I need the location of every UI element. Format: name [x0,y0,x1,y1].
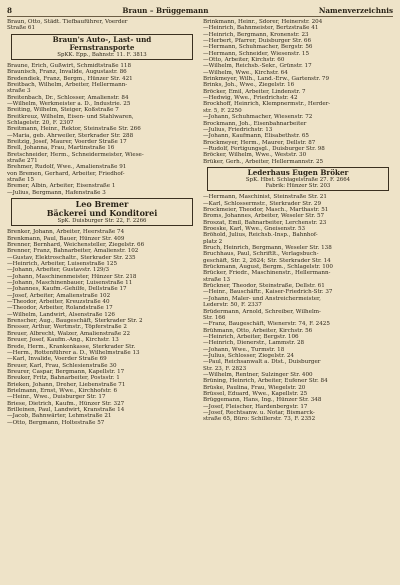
directory-entry: —Heinrich, Dienerstr., Lammstr. 28 [203,340,305,347]
directory-entry: —Julius, Bergmann, Hafenstraße 3 [7,189,106,196]
directory-entry: —Theodor, Arbeiter, Rolandstraße 17 [7,305,113,312]
directory-entry: Str. 166 [203,314,226,321]
ad-broker-title: Lederhaus Eugen Bröker [247,167,349,177]
directory-entry: Braune, Erich, Gußwirt, Schmidtstraße 118 [7,62,132,69]
directory-entry: Brockmann, Joh., Eisenbahnarbeiter [203,120,307,127]
directory-entry: Brilleinen, Paul, Landwirt, Kranstraße 14 [7,406,125,413]
directory-entry: —Johann, Wwe., Turmstr. 18 [203,346,285,353]
directory-entry: Brinkmeyer, Wilh., Land.-Erw., Gartenstr. 79 [203,76,330,83]
directory-entry: —Johann, Arbeiter, Gustavstr. 129/3 [7,267,110,274]
directory-entry: —Hedwig, Wwe., Friedrichstr. 42 [203,95,298,102]
directory-entry: straße 271 [7,158,38,165]
directory-entry: Breuker, Fritz, Bahnarbeiter, Postsstr. 1 [7,375,120,382]
directory-entry: Breuer, Albrecht, Walzer, Amalienstraße 22 [7,330,131,337]
left-top-entries [7,19,197,32]
directory-entry: Brenner, Franz, Bahnarbeiter, Amalienstr. 102 [7,248,139,255]
directory-entry: Brenscher, Aug., Baugeschäft, Sterkrader Str. 2 [7,318,143,325]
directory-entry: str. 5, F. 2250 [203,107,242,114]
directory-entry: —Johann, Kaufmann, Elisabethstr. 65 [203,133,309,140]
directory-entry: Lederstr. 50, F. 2337 [203,302,262,309]
page-number: 8 [7,6,13,15]
directory-entry: —Hermann, Maschinist, Steinstraße Str. 21 [203,194,327,201]
running-title: Braun – Brüggemann [122,6,209,15]
directory-entry: —Johannes, Kaufm.-Gehilfe, Dellstraße 17 [7,286,127,293]
directory-entry: Breuer, Josef, Kaufm.-Ang., Kirchstr. 13 [7,337,119,344]
directory-entry: Brehmer, Rudolf, Wwe., Amalienstraße 91 [7,164,127,171]
directory-entry: Brüker, Gerh., Arbeiter, Hellermannstr. 25 [203,158,324,165]
directory-entry: —Wilhelm, Wwe., Kirchstr. 64 [203,69,288,76]
left-entries-a [7,63,197,196]
directory-entry: Brüssel, Eduard, Wwe., Kapellstr. 25 [203,390,308,397]
directory-entry: Brell, Johanna, Frau, Martinstraße 16 [7,145,115,152]
directory-entry: Breurer, Caspar, Bergmann, Kapellstr. 17 [7,368,125,375]
directory-entry: Bruchhaus, Paul, Schriftlt., Verlagsbuch- [203,251,319,258]
directory-entry: —Johann, Maschinenbauer, Luisenstraße 11 [7,280,133,287]
ad-leo-bremer [11,198,193,226]
directory-entry: —Herm., Rottenführer a. D., Wilhelmstraße 13 [7,349,140,356]
directory-entry: —Hermann, Schneider, Wiesenstr. 15 [203,50,310,57]
directory-entry: —Heinrich, Bahnmeister, Bertzstraße 41 [203,25,319,32]
directory-entry: Brenner, Bernhard, Weichensteller, Ziegelstr. 66 [7,242,145,248]
directory-entry: Braun, Otto, Städt. Tiefbauführer, Voerder [7,19,128,25]
directory-entry: —Heinrich, Arbeiter, Luisenstraße 125 [7,261,118,268]
directory-entry: —Wilhelm, Rentner, Sulzinger Str. 400 [203,371,313,378]
ad-braun-sub: SpKK. Epp., Bahnstr. 11. F. 3813 [57,51,147,58]
directory-entry: —Julius, Schlosser, Ziegelstr. 24 [203,352,294,359]
directory-entry: Brinkmann, Heinr., Sdorer, Heinerstr. 204 [203,19,323,25]
directory-entry: Brockhoff, Heinrich, Klempnermstr., Herder- [203,101,331,108]
directory-entry: Brüdermann, Arnold, Schreiber, Wilhelm- [203,308,321,315]
section-title: Namenverzeichnis [318,6,393,15]
directory-entry: —Karl, Schlossermstr., Sterkrader Str. 29 [203,200,322,207]
directory-entry: straße 3 [7,88,31,95]
left-column [7,19,197,426]
ad-broker-sub: SpK. Hbst. Schlagelstraße 27. F. 2664 [245,176,351,183]
ad-braun-title: Braun's Auto-, Last- und [52,34,152,44]
directory-entry: —Wilhelm, Reichsb.-Sekr., Grünstr. 17 [203,63,312,70]
right-entries-b [203,194,393,422]
ad-braun-title2: Fernstransporte [69,42,135,52]
directory-entry: Bredendiek, Franz, Bergm., Hünzer Str. 421 [7,75,133,82]
directory-entry: —Paul, Reichsanwalt a. Dtst., Duisburger [203,359,321,366]
directory-entry: —Herbert, Pfarrer, Duisburger Str. 66 [203,38,312,45]
directory-entry: —Josef, Arbeiter, Amalienstraße 102 [7,292,111,299]
directory-entry: —Johann, Schuhmacher, Wiesenstr. 72 [203,114,313,121]
directory-entry: Brücker, Friedr., Maschinenstr., Hellermann- [203,270,331,277]
directory-entry: —Karl, Invalide, Voerder Straße 69 [7,356,107,363]
directory-entry: Briese, Dietrich, Kaufm., Hünzer Str. 327 [7,400,125,407]
directory-entry: Brenker, Johann, Arbeiter, Heerstraße 74 [7,229,125,236]
directory-entry: platz 2 [203,238,223,245]
ad-leo-title2: Bäckerei und Konditorei [46,208,158,219]
directory-entry: Brockmeier, Theodor, Masch., Marthastr. 51 [203,207,329,213]
directory-entry: Bremer, Albin, Arbeiter, Eisenstraße 1 [7,183,116,190]
right-column [203,19,393,426]
right-entries-a [203,19,393,165]
directory-entry: Brühmann, Otto, Arbeiter, Kirchstr. 56 [203,327,313,334]
page-header [7,6,393,17]
directory-entry: —Heinrich, Arbeiter, Bergstr. 106 [203,333,299,340]
directory-entry: Breiting, Wilhelm, Steiger, Koßstraße 7 [7,107,119,114]
directory-entry: —Josef, Fleischer, Hardenbergstr. 17 [203,403,308,410]
directory-entry: Bruch, Heinrich, Bergmann, Weseler Str. 138 [203,245,332,252]
directory-entry: —Rudolf, Fertigungsgl., Duisburger Str. 98 [203,145,325,152]
directory-entry: Bröcker, Wilhelm, Wwe., Weststr. 30 [203,152,307,159]
directory-entry: Bresser, Arthur, Wertmstr., Töpferstraße 2 [7,324,127,331]
directory-entry: straße 15 [7,177,35,184]
directory-entry: Straße 61 [7,25,36,32]
directory-entry: Breitkreuz, Wilhelm, Eisen- und Stahlwaren, [7,113,134,120]
directory-entry: Broeske, Karl, Wwe., Gneisenstr. 53 [203,226,306,233]
directory-entry: Broms, Johannes, Arbeiter, Weseler Str. 57 [203,213,325,220]
directory-entry: Breuer, Karl, Frau, Schlesienstraße 30 [7,362,117,369]
ad-leo-sub: SpK. Duisburger Str. 22, F. 2266 [57,218,147,225]
directory-entry: Breitenbach, Dr., Schlosser, Amalienstr. 84 [7,94,129,101]
directory-entry: Brüske, Paulina, Frau, Wiegelstr. 20 [203,384,306,391]
directory-entry: —Julius, Friedrichstr. 13 [203,126,273,133]
ad-leo-title: Leo Bremer [75,199,129,210]
directory-entry: Braunisch, Franz, Invalide, Augustastr. 86 [7,69,127,76]
directory-entry: Brinks, Joh., Wwe., Ziegelstr. 16 [203,82,295,89]
directory-entry: straße 65, Büro: Schillerstr. 73, F. 2352 [203,416,316,423]
ad-broker-sub2: Fabrik: Hünzer Str. 203 [265,183,331,190]
directory-entry: Brede, Herm., Krankenkasse, Sterkrader Str. [7,343,136,350]
directory-entry: Schlagelstr. 20, F. 2307 [7,119,74,126]
directory-entry: Breitmann, Heinr., Rektor, Steinstraße Str. 266 [7,126,141,133]
directory-entry: —Johann, Maler- und Anstreichermeister, [203,295,321,302]
directory-entry: Bröhold, Julius, Reichsb.-Insp., Bahnhof- [203,232,318,239]
directory-entry: —Otto, Arbeiter, Kirchstr. 60 [203,57,285,64]
directory-entry: —Maria, geb. Ahrweiler, Sterkrader Str. 288 [7,132,134,139]
columns [7,19,393,426]
directory-entry: —Theodor, Arbeiter, Kreuzstraße 40 [7,299,110,306]
directory-entry: Bretschneider, Herm., Schneidermeister, Wiese- [7,151,144,158]
directory-entry: —Heinr., Wwe., Duisburger Str. 17 [7,394,106,401]
directory-entry: Breitbach, Wilhelm, Arbeiter, Hellermann- [7,81,128,88]
directory-entry: Brielmann, Ernst, Wwe., Kirchhofstr. 6 [7,387,118,394]
directory-entry: Brückmann, August, Bergm., Schlagelstr. 100 [203,264,333,271]
directory-entry: Brückner, Theodor, Steinstraße, Dellstr. 61 [203,283,325,290]
directory-entry: —Otto, Bergmann, Holtestraße 57 [7,419,105,426]
directory-entry: Bröcker, Emil, Arbeiter, Lindenstr. 7 [203,88,306,95]
directory-entry: —Hermann, Schuhmacher, Bergstr. 56 [203,44,313,51]
directory-entry: —Heinrich, Bergmann, Kronenstr. 23 [203,31,309,38]
ad-braun-transport [11,34,193,60]
directory-entry: Brüggemann, Hans, Ing., Hünzer Str. 348 [203,397,322,404]
directory-entry: —Wilhelm, Werkmeister a. D., Industrie. 25 [7,100,131,107]
directory-entry: Broszat, Emil, Bahnarbeiter, Lerchenstr. 23 [203,219,327,226]
directory-entry: —Franz, Baugeschäft, Wienerstr. 74, F. 2425 [203,321,330,328]
directory-entry: —Josef, Rechtsanw. u. Notar, Bismarck- [203,410,315,416]
directory-entry: geschäft, Str. 2, 2624; Str. Sterkrader Str. 14 [203,257,331,264]
directory-entry: Brieken, Johann, Dreher, Liebenstraße 71 [7,381,126,388]
directory-entry: Brockmeyer, Herm., Maurer, Dellstr. 87 [203,139,316,146]
directory-entry: —Gustav, Elektroschaltr., Sterkrader Str. 235 [7,254,136,261]
directory-entry: straße 13 [203,276,231,283]
directory-entry: —Johann, Maschinenmeister, Hünzer Str. 218 [7,273,137,280]
directory-entry: —Wilhelm, Landwirt, Alsenstraße 126 [7,311,115,318]
directory-entry: Str. 23, F. 2823 [203,365,247,372]
left-entries-b [7,229,197,426]
directory-entry: —Jacob, Bahnwärter, Lehmstraße 21 [7,413,112,420]
directory-entry: —Heinr., Bauschäftr., Kaiser-Friedrich-Str. 37 [203,289,333,296]
directory-entry: Brenkmann, Paul, Bauer, Hünzer Str. 409 [7,235,125,242]
directory-entry: Brüning, Heinrich, Arbeiter, Eufener Str. 84 [203,378,328,385]
ad-lederhaus-broker [207,167,389,191]
directory-entry: von Bremen, Gerhard, Arbeiter, Friedhof- [7,170,125,177]
directory-entry: Breitzig, Josef, Maurer, Voerder Straße 17 [7,139,127,146]
